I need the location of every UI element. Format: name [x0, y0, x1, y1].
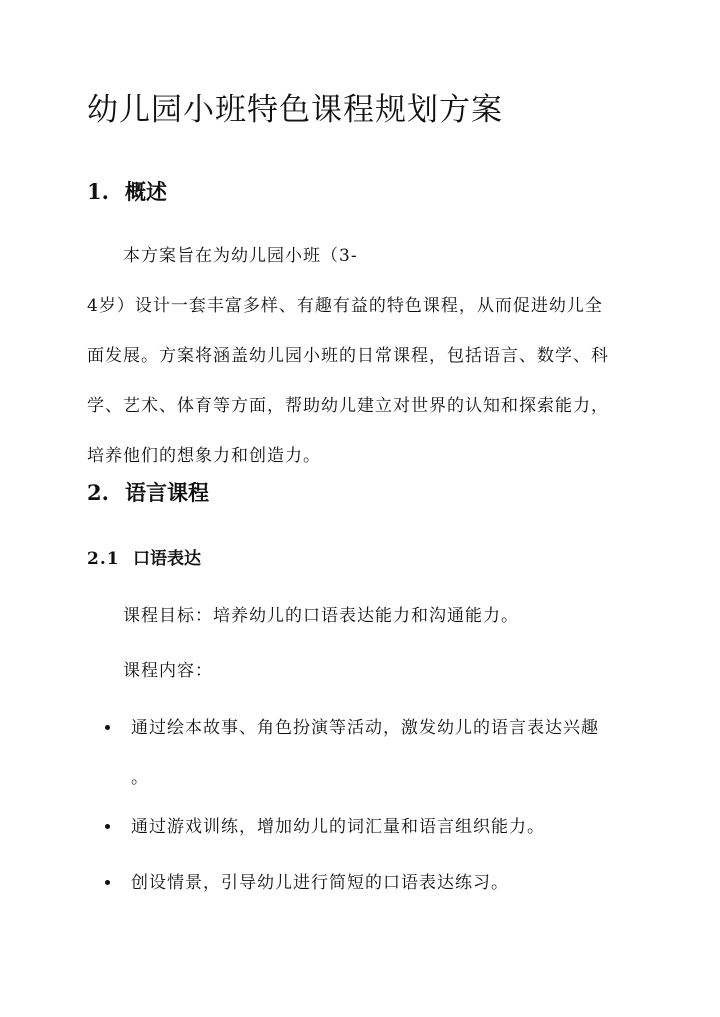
section-title: 概述 [125, 179, 167, 204]
subsection-number: 2.1 [87, 549, 120, 569]
section-number: 2. [87, 480, 109, 505]
paragraph-line: 面发展。方案将涵盖幼儿园小班的日常课程，包括语言、数学、科 [87, 346, 609, 366]
course-content-label: 课程内容： [123, 661, 213, 681]
paragraph-line: 学、艺术、体育等方面，帮助幼儿建立对世界的认知和探索能力， [87, 396, 609, 416]
paragraph-line: 培养他们的想象力和创造力。 [87, 446, 321, 466]
document-title: 幼儿园小班特色课程规划方案 [87, 92, 503, 128]
list-item-text: 通过绘本故事、角色扮演等活动，激发幼儿的语言表达兴趣 [131, 718, 599, 738]
list-item-continuation: 。 [131, 768, 149, 788]
section-heading-language [87, 477, 209, 507]
list-item-text: 创设情景，引导幼儿进行简短的口语表达练习。 [131, 873, 509, 893]
paragraph-line: 本方案旨在为幼儿园小班（3- [123, 246, 358, 266]
list-item [105, 858, 625, 908]
bullet-dot [105, 725, 110, 730]
list-item-text: 通过游戏训练，增加幼儿的词汇量和语言组织能力。 [131, 817, 545, 837]
list-item [105, 802, 625, 852]
section-heading-overview [87, 176, 167, 206]
bullet-dot [105, 824, 110, 829]
subsection-title: 口语表达 [133, 549, 201, 569]
subsection-heading-oral [87, 544, 201, 569]
paragraph-line: 4岁）设计一套丰富多样、有趣有益的特色课程，从而促进幼儿全 [87, 296, 603, 316]
section-title: 语言课程 [125, 480, 209, 505]
overview-paragraph [87, 231, 647, 481]
section-number: 1. [87, 179, 109, 204]
bullet-dot [105, 880, 110, 885]
list-item [105, 703, 625, 803]
course-goal: 课程目标：培养幼儿的口语表达能力和沟通能力。 [123, 606, 519, 626]
